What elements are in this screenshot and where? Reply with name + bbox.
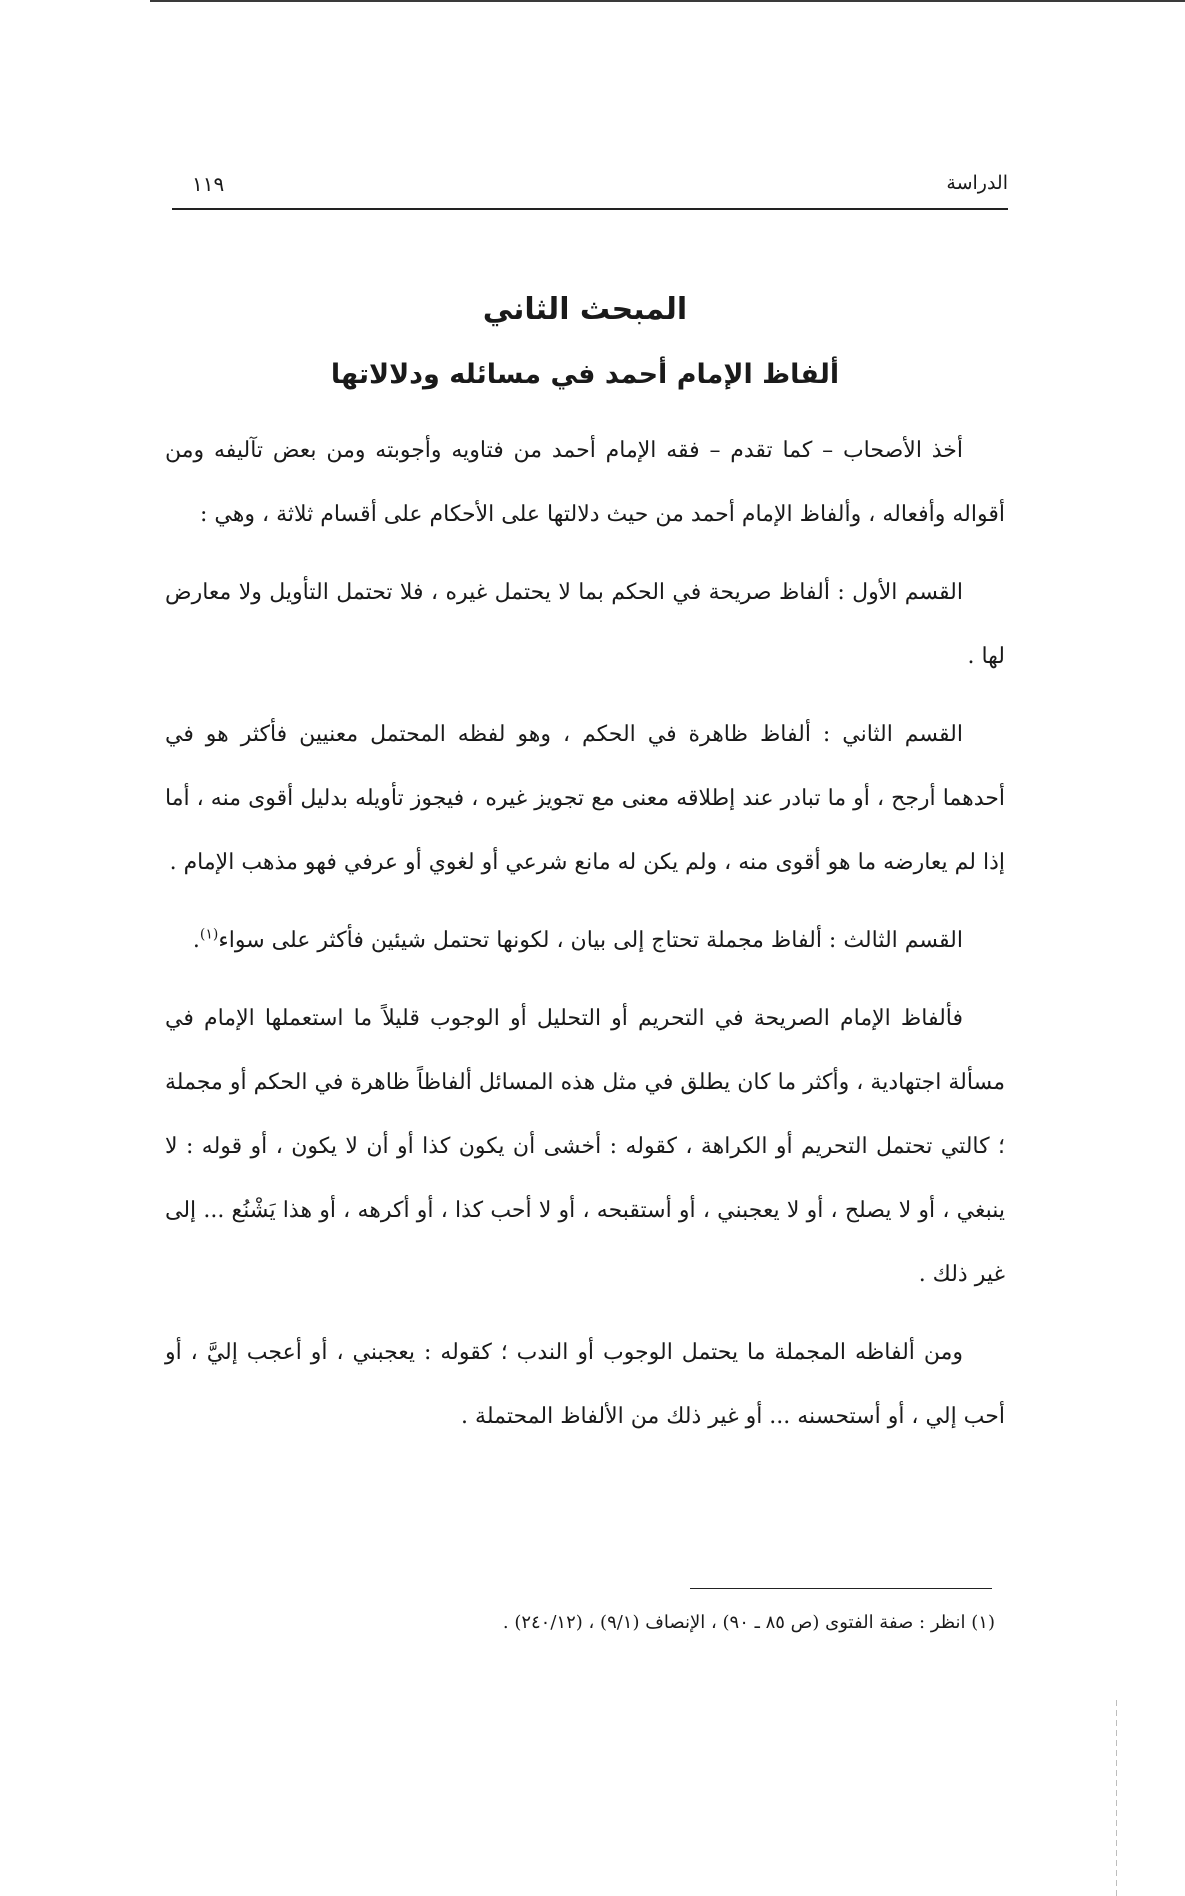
paragraph-explicit-terms-text: فألفاظ الإمام الصريحة في التحريم أو التحليل أو الوجوب قليلاً ما استعملها الإمام في مسألة اجتهادية ، وأكثر ما كان يطلق في مثل هذه المسائل ألفاظاً ظاهرة في الحكم أو مجملة ؛ كالتي تحتمل التحريم أو الكراهة ، كقوله : أخشى أن يكون كذا أو أن لا يكون ، أو قوله : لا ينبغي ، أو لا يصلح ، أو لا يعجبني ، أو أستقبحه ، أو لا أحب كذا ، أو أكرهه ، أو هذا يَشْنُع ... إلى غير ذلك . [165,1006,1005,1287]
footnote-divider [690,1588,992,1589]
page-header [172,172,1008,210]
footnote-reference: (١) [199,926,219,943]
paragraph-intro [165,419,1005,547]
paragraph-third-category [165,909,1005,973]
section-subtitle: ألفاظ الإمام أحمد في مسائله ودلالاتها [330,359,840,390]
paragraph-ambiguous-terms-text: ومن ألفاظه المجملة ما يحتمل الوجوب أو الندب ؛ كقوله : يعجبني ، أو أعجب إليَّ ، أو أحب إلي ، أو أستحسنه ... أو غير ذلك من الألفاظ المحتملة . [165,1340,1005,1429]
header-rule [172,208,1008,210]
paragraph-first-category [165,561,1005,689]
paragraph-third-category-end: . [192,928,200,953]
page-number: ١١٩ [192,172,225,196]
paragraph-intro-text: أخذ الأصحاب – كما تقدم – فقه الإمام أحمد من فتاويه وأجوبته ومن بعض تآليفه ومن أقواله وأفعاله ، وألفاظ الإمام أحمد من حيث دلالتها على الأحكام على أقسام ثلاثة ، وهي : [165,438,1005,527]
paragraph-second-category-text: القسم الثاني : ألفاظ ظاهرة في الحكم ، وهو لفظه المحتمل معنيين فأكثر هو في أحدهما أرجح ، أو ما تبادر عند إطلاقه معنى مع تجويز غيره ، فيجوز تأويله بدليل أقوى منه ، أما إذا لم يعارضه ما هو أقوى منه ، ولم يكن له مانع شرعي أو لغوي أو عرفي فهو مذهب الإمام . [165,722,1005,875]
scan-right-edge [1116,1700,1117,1896]
paragraph-third-category-text: القسم الثالث : ألفاظ مجملة تحتاج إلى بيان ، لكونها تحتمل شيئين فأكثر على سواء [218,928,963,953]
paragraph-ambiguous-terms [165,1321,1005,1449]
paragraph-explicit-terms [165,987,1005,1307]
paragraph-second-category [165,703,1005,895]
section-title: المبحث الثاني [482,292,688,327]
footnote: (١) انظر : صفة الفتوى (ص ٨٥ ـ ٩٠) ، الإنصاف (٩/١) ، (٢٤٠/١٢) . [502,1612,995,1633]
running-title: الدراسة [946,172,1008,194]
paragraph-first-category-text: القسم الأول : ألفاظ صريحة في الحكم بما لا يحتمل غيره ، فلا تحتمل التأويل ولا معارض لها . [165,580,1005,669]
page-body [165,285,1005,1449]
scan-top-edge [150,0,1185,2]
